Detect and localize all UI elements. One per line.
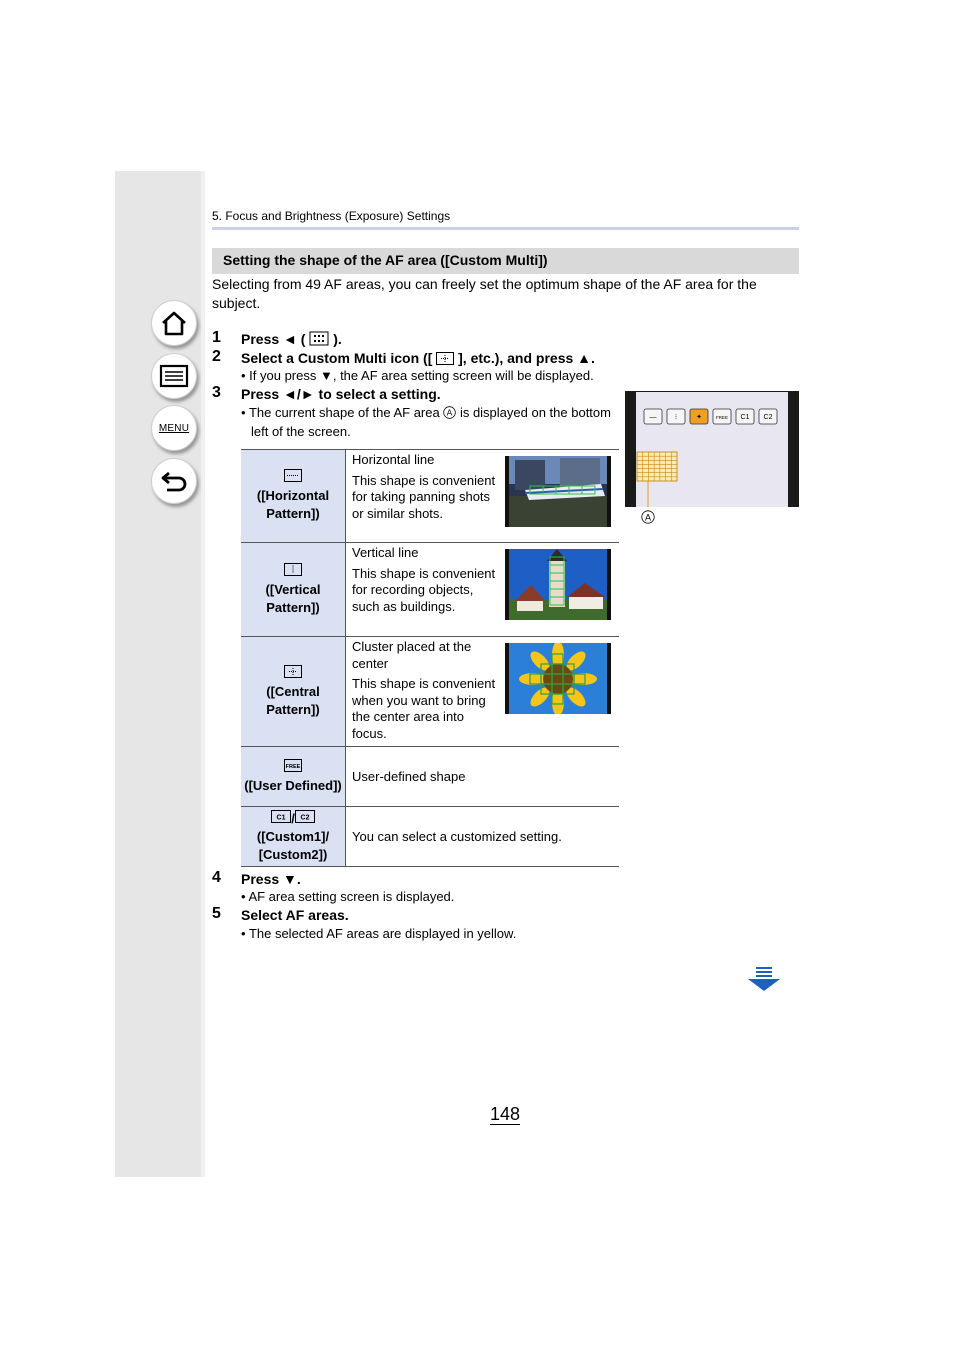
- pattern-desc: You can select a customized setting.: [352, 829, 562, 845]
- pattern-title: Cluster placed at the center: [352, 639, 472, 671]
- af-pattern-table: [241, 449, 619, 867]
- af-mode-icon-label: ✦: [696, 414, 702, 421]
- af-mode-icon-label: —: [649, 414, 657, 421]
- back-arrow-icon: [160, 469, 188, 493]
- train-photo: [505, 456, 611, 527]
- next-page-arrow-icon[interactable]: [747, 966, 781, 992]
- step-3-note: • The current shape of the AF area A is displayed on the bottom left of the screen.: [241, 405, 611, 439]
- breadcrumb: 5. Focus and Brightness (Exposure) Settings: [212, 209, 451, 223]
- step-3: Press ◄/► to select a setting.: [241, 386, 441, 402]
- custom-multi-icon: [436, 352, 454, 365]
- pattern-desc: This shape is convenient for taking panning shots or similar shots.: [352, 472, 496, 521]
- step-number: 3: [212, 384, 221, 401]
- step-1-text-end: ).: [333, 331, 342, 347]
- pattern-label: ([Horizontal Pattern]): [256, 488, 330, 521]
- table-row: [241, 807, 619, 867]
- menu-button[interactable]: [151, 405, 197, 451]
- af-mode-icon-label: C2: [763, 414, 773, 421]
- intro-text: Selecting from 49 AF areas, you can freely set the optimum shape of the AF area for the subject.: [212, 276, 757, 311]
- pattern-label: ([Central Pattern]): [266, 683, 320, 717]
- note-text: The current shape of the AF area: [248, 405, 444, 420]
- home-icon: [160, 310, 188, 336]
- step-1-text: Press ◄ (: [241, 331, 306, 347]
- callout-a-label: [641, 510, 655, 529]
- svg-text:FREE: FREE: [285, 763, 301, 770]
- pattern-title: Horizontal line: [352, 452, 435, 467]
- callout-a-icon: [443, 406, 456, 419]
- step-2: [241, 350, 595, 366]
- note-text: AF area setting screen is displayed.: [248, 889, 455, 904]
- pattern-desc-cell: [346, 637, 620, 747]
- note-text: is displayed on the bottom left of the screen.: [251, 405, 611, 439]
- step-4-note: • AF area setting screen is displayed.: [241, 889, 455, 904]
- af-area-icon: [309, 331, 329, 346]
- list-icon: [159, 364, 189, 388]
- step-number: 5: [212, 905, 221, 922]
- pattern-label: ([User Defined]): [244, 777, 342, 793]
- pattern-desc: This shape is convenient for recording objects, such as buildings.: [352, 565, 496, 614]
- free-icon: [284, 759, 302, 772]
- step-1: [241, 331, 342, 347]
- svg-text:A: A: [446, 407, 453, 418]
- pattern-label-cell: [241, 543, 346, 637]
- pattern-desc: User-defined shape: [352, 769, 466, 785]
- pattern-desc: This shape is convenient when you want to bring the center area into focus.: [352, 676, 496, 741]
- step-2-text-end: ], etc.), and press ▲.: [458, 350, 595, 366]
- church-photo: [505, 549, 611, 620]
- table-row: [241, 747, 619, 807]
- svg-text:A: A: [644, 512, 652, 523]
- pattern-desc-cell: [346, 450, 620, 543]
- pattern-title: Vertical line: [352, 545, 419, 560]
- step-number: 2: [212, 348, 221, 365]
- page-number: 148: [490, 1104, 521, 1124]
- section-heading: Setting the shape of the AF area ([Custom Multi]): [223, 252, 548, 268]
- af-mode-icon-label: FREE: [715, 415, 729, 420]
- pattern-label: ([Vertical Pattern]): [265, 581, 321, 615]
- pattern-desc-cell: [346, 543, 620, 637]
- pattern-label-cell: [241, 637, 346, 747]
- svg-text:C2: C2: [300, 813, 310, 821]
- callout-a-icon: [641, 510, 655, 524]
- contents-button[interactable]: [151, 353, 197, 399]
- pattern-label-cell: [241, 807, 346, 867]
- step-4: Press ▼.: [241, 871, 301, 887]
- section-heading-bar: [212, 248, 799, 274]
- sunflower-photo: [505, 643, 611, 714]
- step-5: Select AF areas.: [241, 907, 349, 923]
- menu-label: MENU: [158, 422, 190, 434]
- header-rule: [212, 227, 799, 230]
- af-setting-screen-illustration: [625, 391, 799, 507]
- pattern-label-cell: [241, 450, 346, 543]
- sidebar-edge: [201, 171, 205, 1177]
- note-text: The selected AF areas are displayed in yellow.: [248, 926, 517, 941]
- vertical-pattern-icon: [284, 563, 302, 576]
- table-row: [241, 637, 619, 747]
- pattern-desc-cell: [346, 747, 620, 807]
- step-5-note: • The selected AF areas are displayed in yellow.: [241, 926, 517, 941]
- table-row: [241, 450, 619, 543]
- step-2-text: Select a Custom Multi icon ([: [241, 350, 433, 366]
- step-number: 4: [212, 869, 221, 886]
- home-button[interactable]: [151, 300, 197, 346]
- step-number: 1: [212, 329, 221, 346]
- central-pattern-icon: [284, 665, 302, 678]
- table-row: [241, 543, 619, 637]
- horizontal-pattern-icon: [284, 469, 302, 482]
- custom1-icon: [271, 810, 291, 823]
- svg-text:C1: C1: [276, 813, 286, 821]
- note-text: If you press ▼, the AF area setting screen will be displayed.: [249, 368, 594, 383]
- pattern-label-cell: [241, 747, 346, 807]
- icon-separator: /: [291, 810, 295, 826]
- pattern-desc-cell: [346, 807, 620, 867]
- pattern-label: ([Custom1]/ [Custom2]): [256, 828, 330, 862]
- step-2-note: • If you press ▼, the AF area setting screen will be displayed.: [241, 368, 594, 383]
- af-mode-icon-label: ⁝: [674, 414, 678, 421]
- af-mode-icon-label: C1: [740, 414, 750, 421]
- back-button[interactable]: [151, 458, 197, 504]
- custom2-icon: [295, 810, 315, 823]
